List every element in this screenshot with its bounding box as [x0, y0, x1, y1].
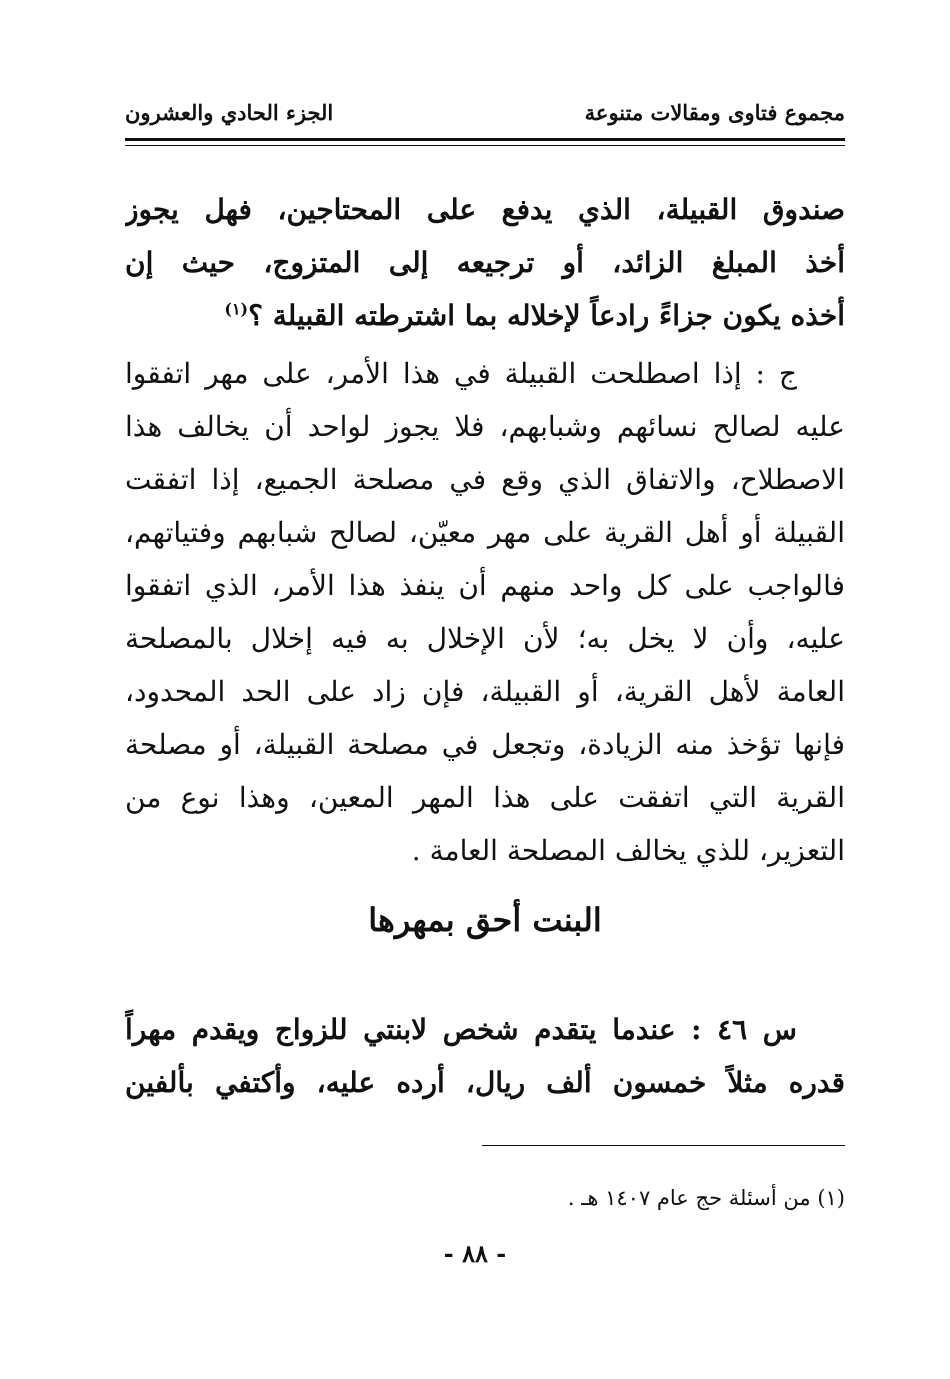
question-2 [125, 1003, 845, 1109]
answer-line: القبيلة أو أهل القرية على مهر معيّن، لصالح شبابهم وفتياتهم، [125, 516, 845, 549]
answer-line: عليه، وأن لا يخل به؛ لأن الإخلال به فيه إخلال بالمصلحة [125, 622, 845, 655]
answer-line: القرية التي اتفقت على هذا المهر المعين، وهذا نوع من [125, 781, 845, 814]
volume-label: الجزء الحادي والعشرون [125, 100, 334, 125]
header-rule-thin [125, 145, 845, 146]
question-1-line: صندوق القبيلة، الذي يدفع على المحتاجين، فهل يجوز [125, 193, 845, 226]
footnote-marker: (١) [817, 1186, 845, 1210]
footnote [345, 1180, 845, 1216]
section-title: البنت أحق بمهرها [368, 901, 602, 939]
answer-line: ج : إذا اصطلحت القبيلة في هذا الأمر، على مهر اتفقوا [125, 357, 797, 390]
question-1 [125, 183, 845, 342]
answer-line: التعزير، للذي يخالف المصلحة العامة . [411, 834, 845, 867]
footnote-separator [482, 1145, 845, 1146]
question-1-line-last [125, 289, 845, 342]
question-1-line-text: أخذه يكون جزاءً رادعاً لإخلاله بما اشترطته القبيلة ؟ [248, 299, 845, 332]
answer-line: العامة لأهل القرية، أو القبيلة، فإن زاد على الحد المحدود، [125, 675, 845, 708]
book-title: مجموع فتاوى ومقالات متنوعة [584, 100, 845, 125]
page-number: - ٨٨ - [443, 1239, 507, 1268]
answer-line: الاصطلاح، والاتفاق الذي وقع في مصلحة الجميع، إذا اتفقت [125, 463, 845, 496]
answer-1 [125, 347, 845, 877]
footnote-ref: (١) [224, 299, 249, 319]
question-2-line: س ٤٦ : عندما يتقدم شخص لابنتي للزواج ويقدم مهراً [125, 1013, 797, 1046]
header-rule-thick [125, 138, 845, 141]
footnote-text: من أسئلة حج عام ١٤٠٧ هـ . [567, 1186, 811, 1210]
question-2-line: قدره مثلاً خمسون ألف ريال، أرده عليه، وأكتفي بألفين [125, 1066, 845, 1099]
answer-line: فالواجب على كل واحد منهم أن ينفذ هذا الأمر، الذي اتفقوا [125, 569, 845, 602]
question-1-line: أخذ المبلغ الزائد، أو ترجيعه إلى المتزوج، حيث إن [125, 246, 845, 279]
answer-line: فإنها تؤخذ منه الزيادة، وتجعل في مصلحة القبيلة، أو مصلحة [125, 728, 845, 761]
answer-line: عليه لصالح نسائهم وشبابهم، فلا يجوز لواحد أن يخالف هذا [125, 410, 845, 443]
running-header [125, 100, 845, 134]
